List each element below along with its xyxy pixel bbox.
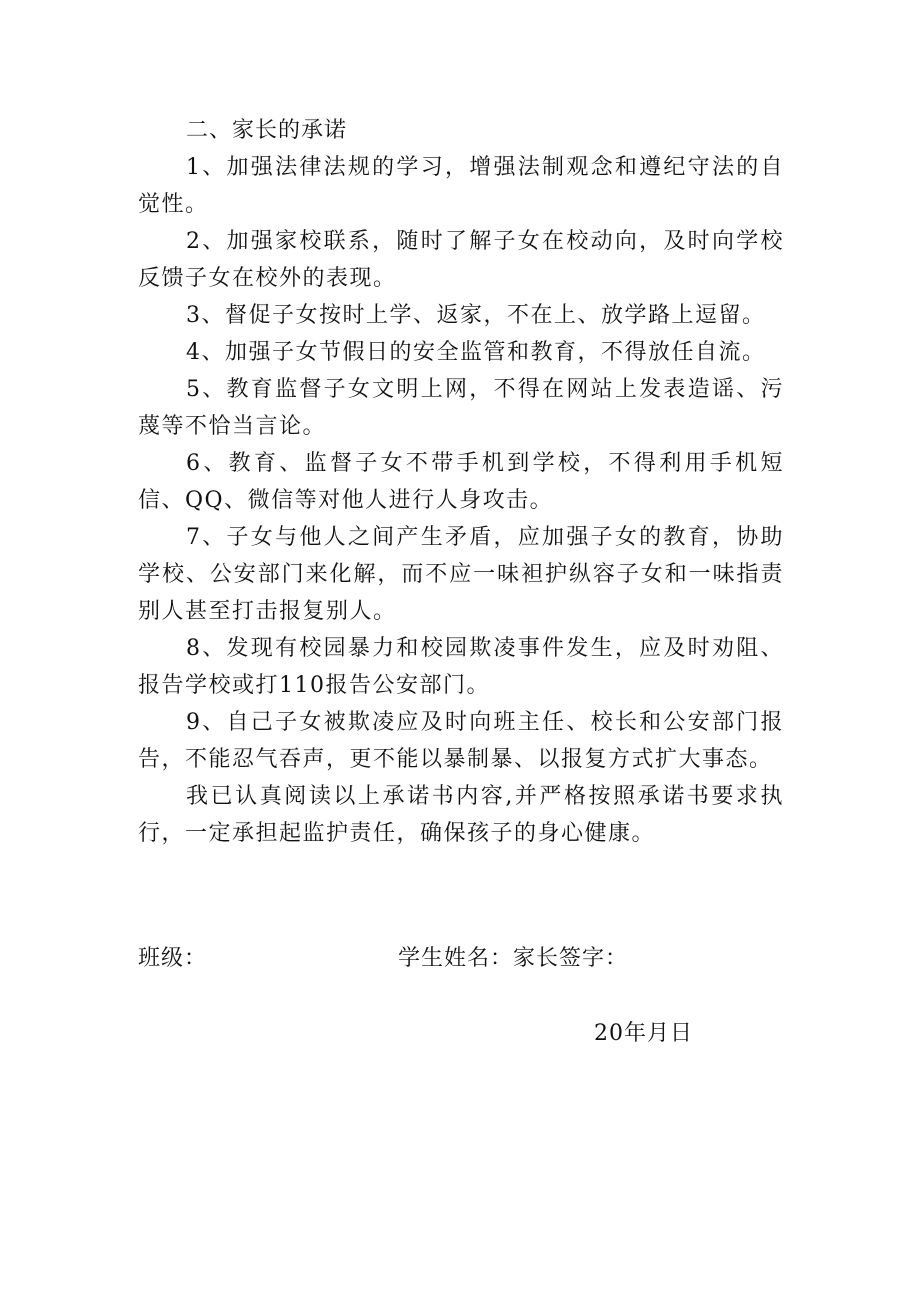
promise-item-6: 6、教育、监督子女不带手机到学校，不得利用手机短信、QQ、微信等对他人进行人身攻击。 bbox=[138, 451, 784, 513]
promise-item-9: 9、自己子女被欺凌应及时向班主任、校长和公安部门报告，不能忍气吞声，更不能以暴制暴、以报复方式扩大事态。 bbox=[138, 710, 784, 772]
promise-item-5: 5、教育监督子女文明上网，不得在网站上发表造谣、污蔑等不恰当言论。 bbox=[138, 377, 784, 439]
promise-item-4: 4、加强子女节假日的安全监管和教育，不得放任自流。 bbox=[186, 340, 766, 365]
signature-row bbox=[138, 940, 784, 977]
closing-statement: 我已认真阅读以上承诺书内容,并严格按照承诺书要求执行，一定承担起监护责任，确保孩子的身心健康。 bbox=[138, 784, 784, 846]
promise-item-1: 1、加强法律法规的学习，增强法制观念和遵纪守法的自觉性。 bbox=[138, 155, 784, 217]
date-line: 20年月日 bbox=[594, 1021, 693, 1046]
promise-item-2: 2、加强家校联系，随时了解子女在校动向，及时向学校反馈子女在校外的表现。 bbox=[138, 229, 784, 291]
section-heading: 二、家长的承诺 bbox=[186, 118, 348, 143]
promise-item-7: 7、子女与他人之间产生矛盾，应加强子女的教育，协助学校、公安部门来化解，而不应一味袒护纵容子女和一味指责别人甚至打击报复别人。 bbox=[138, 525, 784, 624]
promise-item-8: 8、发现有校园暴力和校园欺凌事件发生，应及时劝阻、报告学校或打110报告公安部门。 bbox=[138, 636, 784, 698]
promise-item-3: 3、督促子女按时上学、返家，不在上、放学路上逗留。 bbox=[186, 303, 766, 328]
student-parent-label: 学生姓名：家长签字： bbox=[398, 946, 629, 971]
document-body bbox=[138, 112, 784, 852]
class-label: 班级： bbox=[138, 946, 208, 971]
